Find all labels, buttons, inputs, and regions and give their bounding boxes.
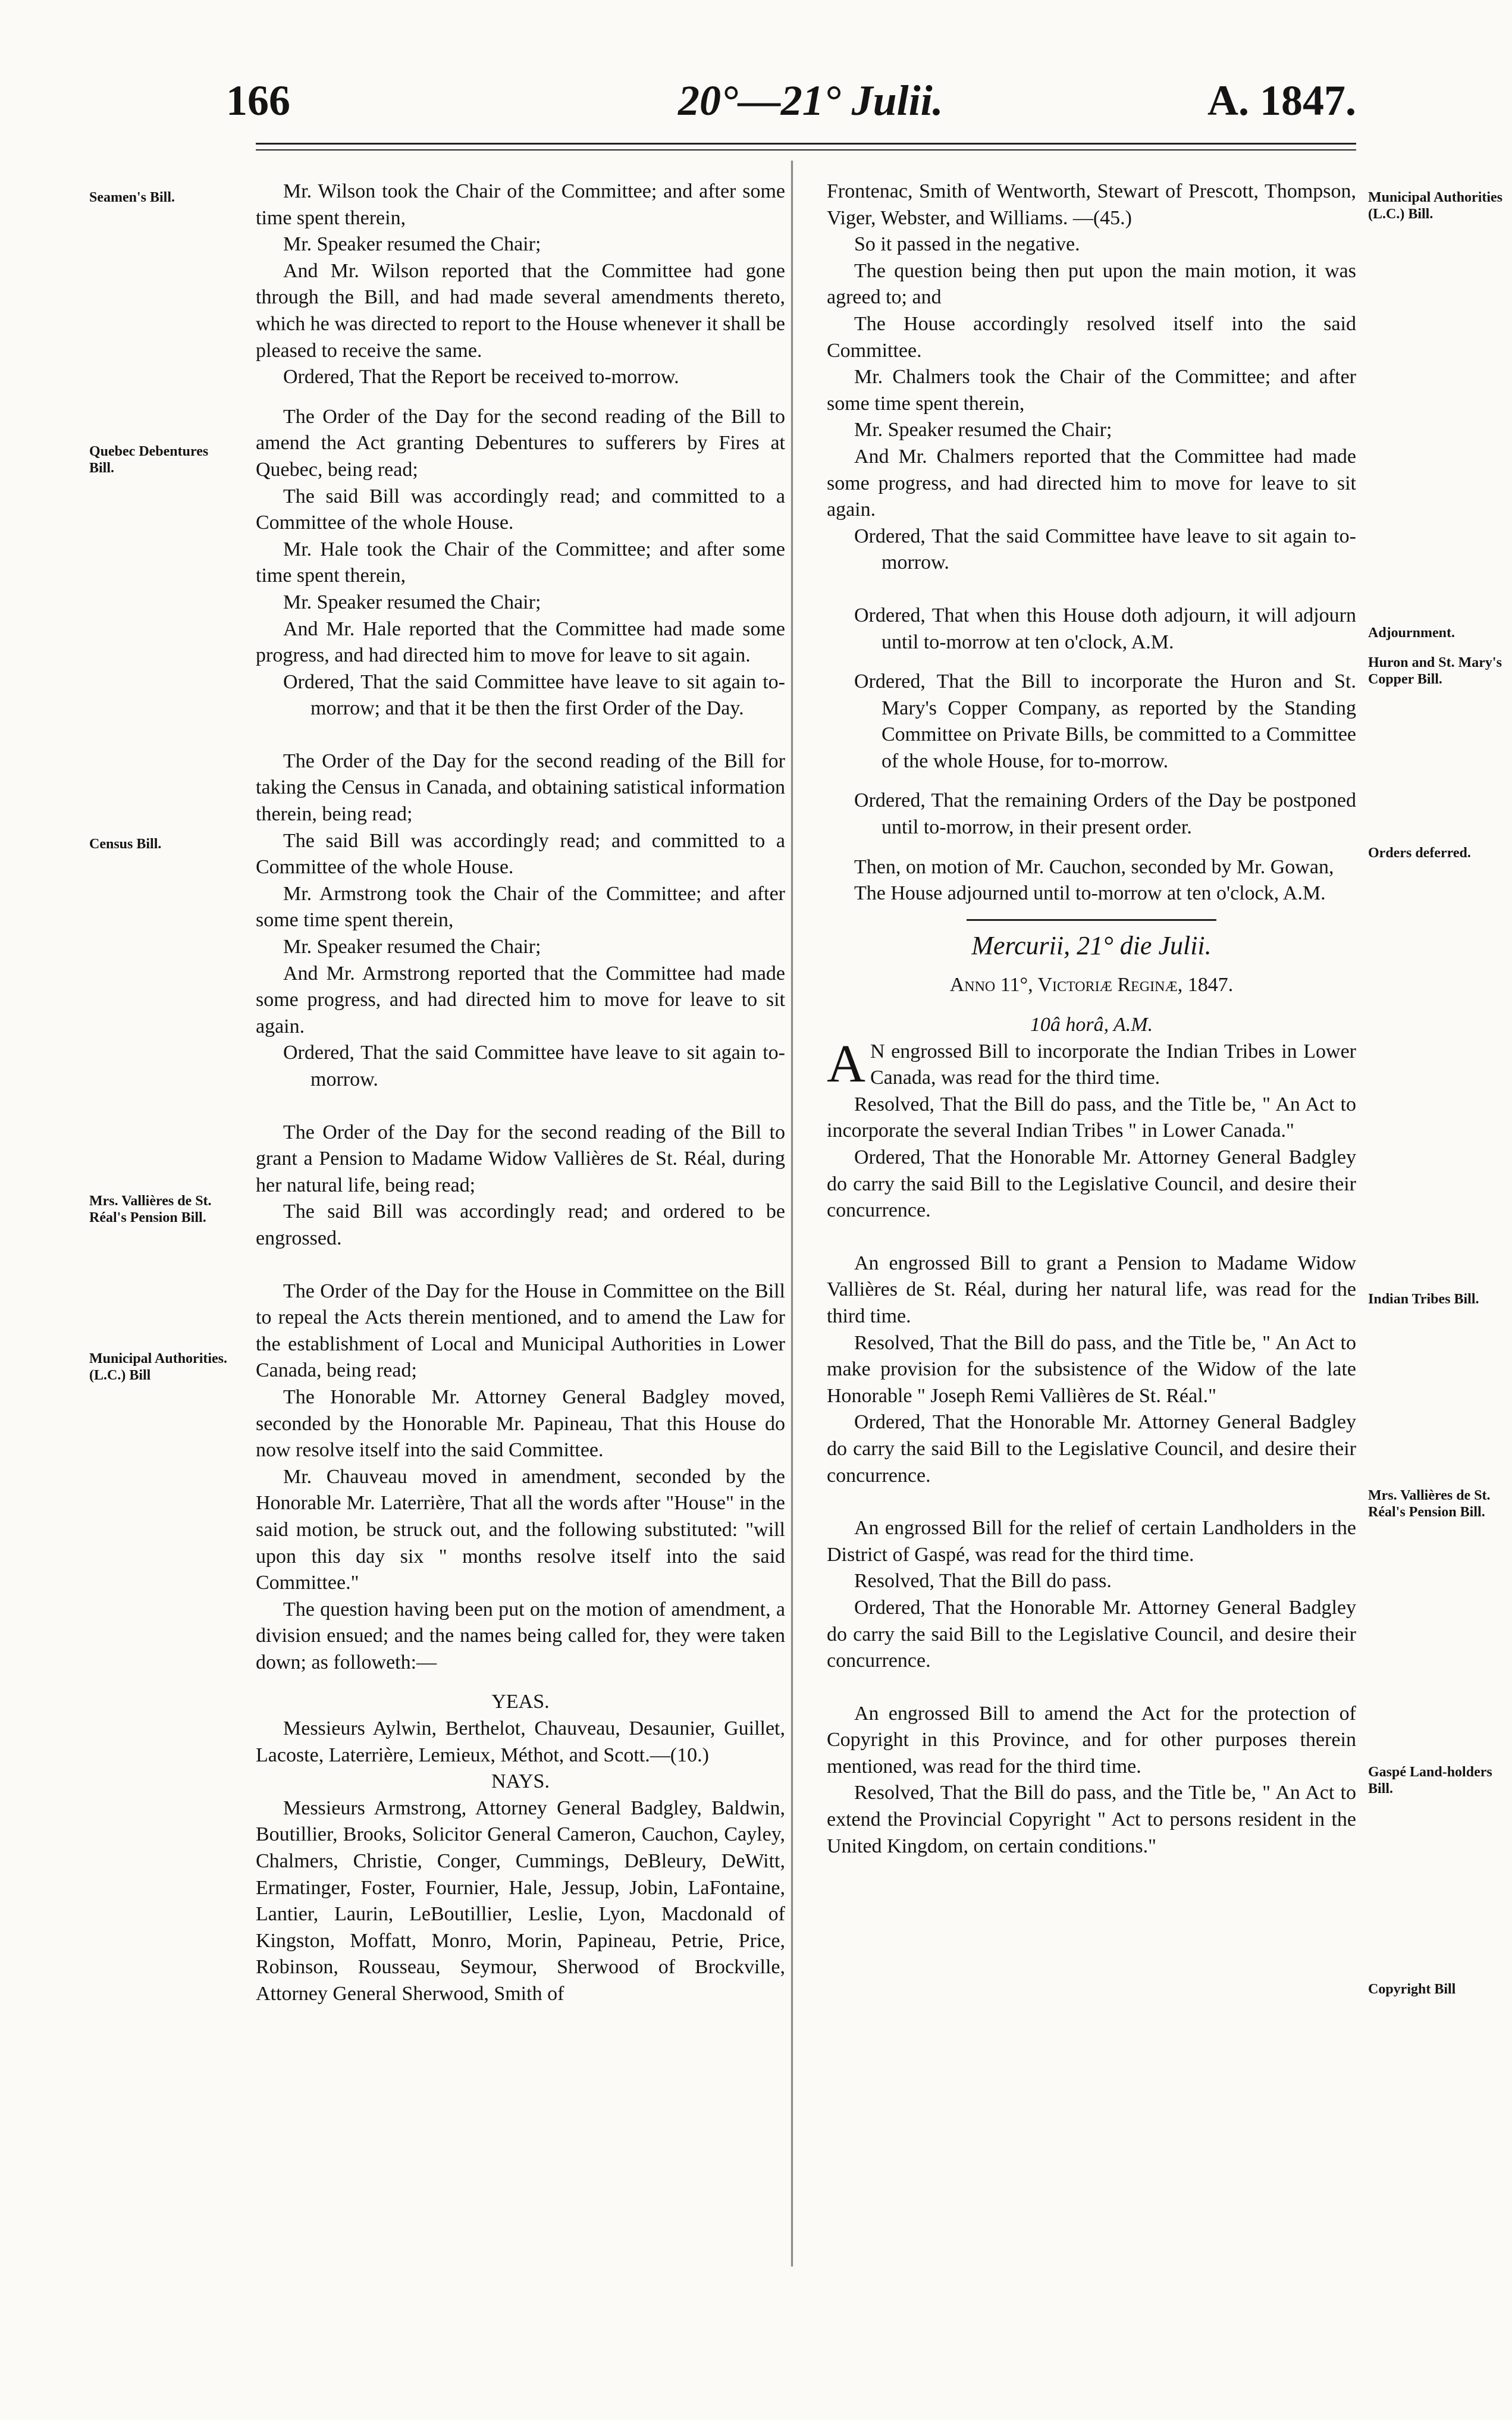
paragraph: Ordered, That the remaining Orders of the Day be postponed until to-morrow, in their present order. (854, 789, 1356, 839)
header-rule (256, 143, 1356, 151)
yeas-heading: YEAS. (491, 1691, 550, 1713)
drop-cap: A (827, 1034, 865, 1093)
margin-note-copyright: Copyright Bill (1368, 1982, 1456, 1997)
anno-line: Anno 11°, Victoriæ Reginæ, 1847. (949, 974, 1234, 996)
margin-note-vallieres-pension: Mrs. Vallières de St. Réal's Pension Bill. (89, 1193, 212, 1225)
paragraph: Ordered, That the said Committee have leave to sit again to-morrow. (283, 1042, 785, 1090)
paragraph: The Order of the Day for the House in Committee on the Bill to repeal the Acts therein mentioned, and to amend the Law for the establishment of Local and Municipal Authorities in Lower Canada, being read; (256, 1280, 785, 1382)
nays-list: Messieurs Armstrong, Attorney General Badgley, Baldwin, Boutillier, Brooks, Solicitor General Cameron, Cauchon, Cayley, Chalmers, Christie, Conger, Cummings, DeBleury, DeWitt, Ermatinger, Foster, Fournier, Hale, Jessup, Jobin, LaFontaine, Lantier, Laurin, LeBoutillier, Leslie, Lyon, Macdonald of Kingston, Moffatt, Monro, Morin, Papineau, Petrie, Price, Robinson, Rousseau, Seymour, Sherwood of Brockville, Attorney General Sherwood, Smith of (256, 1797, 785, 2005)
paragraph: Resolved, That the Bill do pass, and the Title be, " An Act to make provision for the subsistence of the Widow of the late Honorable " Joseph Remi Vallières de St. Réal." (827, 1331, 1356, 1407)
paragraph (827, 1034, 1356, 1093)
left-column (256, 178, 785, 2008)
paragraph: An engrossed Bill to amend the Act for the protection of Copyright in this Province, and for other purposes therein mentioned, was read for the third time. (827, 1702, 1356, 1778)
right-column (827, 178, 1356, 1860)
header-year: A. 1847. (1207, 77, 1356, 124)
paragraph: Mr. Speaker resumed the Chair; (283, 591, 541, 613)
paragraph: Frontenac, Smith of Wentworth, Stewart of Prescott, Thompson, Viger, Webster, and Williams. —(45.) (827, 180, 1356, 229)
paragraph: Mr. Speaker resumed the Chair; (283, 936, 541, 958)
paragraph: Ordered, That the Bill to incorporate the Huron and St. Mary's Copper Company, as reported by the Standing Committee on Private Bills, be committed to a Committee of the whole House, for to-morrow. (854, 670, 1356, 772)
margin-note-seamens-bill: Seamen's Bill. (89, 190, 175, 205)
page-number: 166 (226, 77, 290, 124)
section-title: Mercurii, 21° die Julii. (971, 930, 1212, 960)
margin-note-adjournment: Adjournment. (1368, 625, 1455, 641)
paragraph: Resolved, That the Bill do pass, and the Title be, " An Act to incorporate the several Indian Tribes " in Lower Canada." (827, 1093, 1356, 1142)
paragraph: The House adjourned until to-morrow at ten o'clock, A.M. (854, 882, 1326, 905)
margin-note-gaspe-landholders: Gaspé Land-holders Bill. (1368, 1764, 1492, 1797)
yeas-list: Messieurs Aylwin, Berthelot, Chauveau, Desaunier, Guillet, Lacoste, Laterrière, Lemieux, Méthot, and Scott.—(10.) (256, 1717, 785, 1766)
paragraph: The Order of the Day for the second reading of the Bill to grant a Pension to Madame Widow Vallières de St. Réal, during her natural life, being read; (256, 1121, 785, 1196)
column-divider (791, 161, 793, 2267)
paragraph: Ordered, That the Honorable Mr. Attorney General Badgley do carry the said Bill to the Legislative Council, and desire their concurrence. (827, 1411, 1356, 1487)
paragraph: Mr. Speaker resumed the Chair; (283, 233, 541, 256)
paragraph: Mr. Armstrong took the Chair of the Committee; and after some time spent therein, (256, 882, 785, 932)
paragraph: Ordered, That the said Committee have leave to sit again to-morrow; and that it be then the first Order of the Day. (283, 670, 785, 720)
margin-note-municipal-authorities: Municipal Authorities. (L.C.) Bill (89, 1351, 228, 1383)
page-header (226, 76, 1356, 130)
paragraph-text: N engrossed Bill to incorporate the Indian Tribes in Lower Canada, was read for the third time. (870, 1040, 1356, 1089)
paragraph: Then, on motion of Mr. Cauchon, seconded by Mr. Gowan, (854, 855, 1334, 878)
paragraph: The question having been put on the motion of amendment, a division ensued; and the names being called for, they were taken down; as followeth:— (256, 1598, 785, 1673)
paragraph: An engrossed Bill to grant a Pension to Madame Widow Vallières de St. Réal, during her natural life, was read for the third time. (827, 1252, 1356, 1327)
paragraph: The House accordingly resolved itself into the said Committee. (827, 312, 1356, 362)
paragraph: The said Bill was accordingly read; and committed to a Committee of the whole House. (256, 485, 785, 534)
paragraph: Ordered, That when this House doth adjourn, it will adjourn until to-morrow at ten o'clock, A.M. (854, 604, 1356, 653)
nays-heading: NAYS. (491, 1770, 550, 1793)
paragraph: The question being then put upon the main motion, it was agreed to; and (827, 259, 1356, 309)
paragraph: Mr. Wilson took the Chair of the Committee; and after some time spent therein, (256, 180, 785, 229)
paragraph: Mr. Speaker resumed the Chair; (854, 419, 1112, 441)
margin-note-indian-tribes: Indian Tribes Bill. (1368, 1291, 1479, 1307)
paragraph: The Honorable Mr. Attorney General Badgley moved, seconded by the Honorable Mr. Papineau, That this House do now resolve itself into the said Committee. (256, 1385, 785, 1462)
paragraph: The Order of the Day for the second reading of the Bill to amend the Act granting Debentures to sufferers by Fires at Quebec, being read; (256, 405, 785, 481)
paragraph: The said Bill was accordingly read; and committed to a Committee of the whole House. (256, 829, 785, 879)
paragraph: Mr. Chalmers took the Chair of the Committee; and after some time spent therein, (827, 366, 1356, 415)
paragraph: The said Bill was accordingly read; and ordered to be engrossed. (256, 1200, 785, 1249)
margin-note-census-bill: Census Bill. (89, 836, 162, 852)
paragraph: Resolved, That the Bill do pass. (854, 1570, 1112, 1593)
margin-note-huron-copper: Huron and St. Mary's Copper Bill. (1368, 655, 1502, 687)
paragraph: Resolved, That the Bill do pass, and the Title be, " An Act to extend the Provincial Copyright " Act to persons resident in the United Kingdom, on certain conditions." (827, 1782, 1356, 1857)
paragraph: Mr. Chauveau moved in amendment, seconded by the Honorable Mr. Laterrière, That all the words after "House" in the said motion, be struck out, and the following substituted: "will upon this day six " months resolve itself into the said Committee." (256, 1465, 785, 1594)
paragraph: And Mr. Chalmers reported that the Committee had made some progress, and had directed him to move for leave to sit again. (827, 445, 1356, 521)
paragraph: The Order of the Day for the second reading of the Bill for taking the Census in Canada, and obtaining satistical information therein, being read; (256, 750, 785, 826)
margin-note-municipal-authorities-right: Municipal Authorities (L.C.) Bill. (1368, 190, 1503, 222)
paragraph: Ordered, That the Report be received to-morrow. (283, 366, 679, 388)
paragraph: An engrossed Bill for the relief of certain Landholders in the District of Gaspé, was read for the third time. (827, 1517, 1356, 1566)
margin-note-orders-deferred: Orders deferred. (1368, 845, 1471, 861)
hour-line: 10â horâ, A.M. (1030, 1014, 1153, 1036)
paragraph: Ordered, That the Honorable Mr. Attorney General Badgley do carry the said Bill to the Legislative Council, and desire their concurrence. (827, 1596, 1356, 1672)
paragraph: Ordered, That the Honorable Mr. Attorney General Badgley do carry the said Bill to the Legislative Council, and desire their concurrence. (827, 1146, 1356, 1222)
paragraph: And Mr. Hale reported that the Committee had made some progress, and had directed him to move for leave to sit again. (256, 617, 785, 667)
margin-note-vallieres-pension-right: Mrs. Vallières de St. Réal's Pension Bill. (1368, 1488, 1491, 1520)
margin-note-quebec-debentures: Quebec Debentures Bill. (89, 444, 209, 476)
paragraph: And Mr. Wilson reported that the Committee had gone through the Bill, and had made several amendments thereto, which he was directed to report to the House whenever it shall be pleased to receive the same. (256, 259, 785, 362)
paragraph: Mr. Hale took the Chair of the Committee; and after some time spent therein, (256, 538, 785, 587)
header-date: 20°—21° Julii. (678, 77, 943, 124)
section-rule (967, 919, 1216, 921)
paragraph: Ordered, That the said Committee have leave to sit again to-morrow. (854, 525, 1356, 574)
paragraph: So it passed in the negative. (854, 233, 1080, 256)
paragraph: And Mr. Armstrong reported that the Committee had made some progress, and had directed him to move for leave to sit again. (256, 962, 785, 1037)
